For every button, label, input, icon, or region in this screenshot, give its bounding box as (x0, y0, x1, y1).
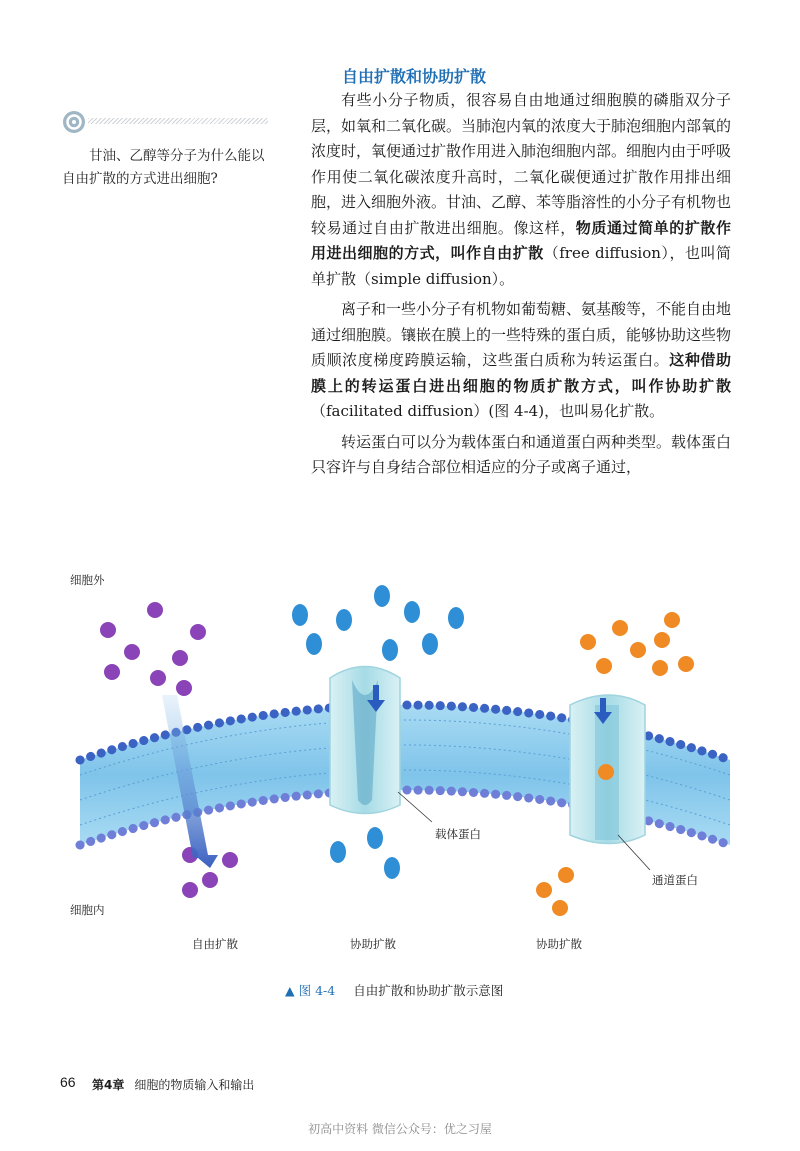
caption-marker: ▲ (285, 983, 295, 998)
body-text (311, 88, 731, 486)
inside-label: 细胞内 (70, 903, 105, 917)
paragraph-3: 转运蛋白可以分为载体蛋白和通道蛋白两种类型。载体蛋白只容许与自身结合部位相适应的分子或离子通过， (311, 432, 732, 476)
figure-caption (285, 981, 503, 999)
facilitated-diffusion-label-channel: 协助扩散 (536, 937, 582, 951)
p1-definition: 物质通过简单的扩散作用进出细胞的方式，叫作自由扩散 (311, 218, 731, 262)
chapter-number: 第4章 (92, 1078, 125, 1092)
p1-text: 有些小分子物质，很容易自由地通过细胞膜的磷脂双分子层，如氧和二氧化碳。当肺泡内氧的浓度大于肺泡细胞内部氧的浓度时，氧便通过扩散作用进入肺泡细胞内部。细胞内由于呼吸作用使二氧化碳浓度升高时，二氧化碳便通过扩散作用排出细胞，进入细胞外液。甘油、乙醇、苯等脂溶性的小分子有机物也较易通过自由扩散进出细胞。像这样， (311, 91, 732, 237)
carrier-protein (330, 667, 400, 814)
p2-tail: （facilitated diffusion）(图 4-4)，也叫易化扩散。 (311, 402, 665, 420)
free-diffusion-label: 自由扩散 (192, 937, 238, 951)
caption-text: 自由扩散和协助扩散示意图 (353, 983, 504, 998)
membrane-diagram (60, 560, 750, 970)
paragraph-2 (311, 297, 731, 425)
p2-definition: 这种借助膜上的转运蛋白进出细胞的物质扩散方式，叫作协助扩散 (311, 351, 731, 395)
question-icon (62, 110, 86, 134)
carrier-protein-label: 载体蛋白 (435, 827, 481, 841)
outside-label: 细胞外 (70, 573, 105, 587)
channel-protein-label: 通道蛋白 (652, 873, 698, 887)
sidebar-question: 甘油、乙醇等分子为什么能以自由扩散的方式进出细胞? (62, 148, 265, 187)
section-title: 自由扩散和协助扩散 (342, 67, 487, 86)
sidebar-divider (88, 118, 268, 124)
channel-protein (570, 695, 645, 844)
watermark: 初高中资料 微信公众号：优之习屋 (308, 1122, 492, 1136)
p1-tail: （free diffusion），也叫简单扩散（simple diffusion）。 (311, 244, 731, 288)
paragraph-1 (311, 88, 731, 292)
membrane-illustration (60, 560, 750, 970)
chapter-title: 细胞的物质输入和输出 (134, 1078, 255, 1092)
caption-number: 图 4-4 (298, 983, 336, 998)
facilitated-diffusion-label-carrier: 协助扩散 (350, 937, 396, 951)
chapter-heading (92, 1076, 254, 1093)
p2-text: 离子和一些小分子有机物如葡萄糖、氨基酸等，不能自由地通过细胞膜。镶嵌在膜上的一些特殊的蛋白质，能够协助这些物质顺浓度梯度跨膜运输，这些蛋白质称为转运蛋白。 (311, 300, 732, 369)
page-number: 66 (60, 1074, 76, 1090)
